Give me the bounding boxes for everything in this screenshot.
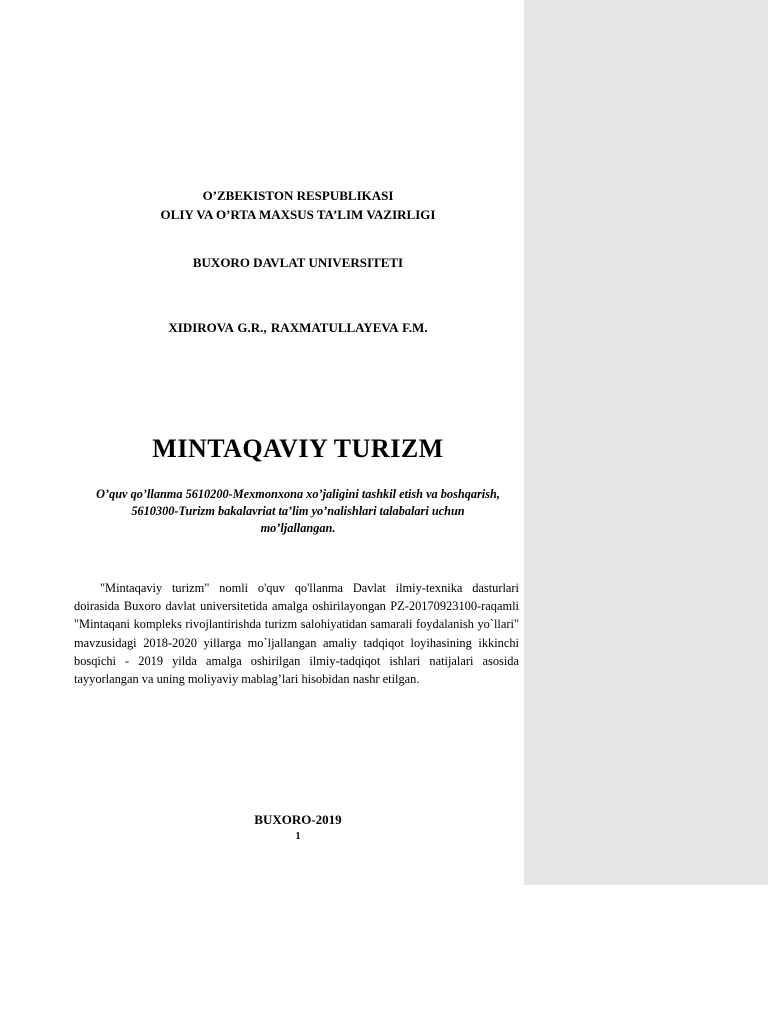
subtitle-line-1: O’quv qo’llanma 5610200-Mexmonxona xo’jaligini tashkil etish va boshqarish, — [96, 487, 500, 501]
subtitle — [60, 486, 536, 537]
page-number: 1 — [295, 831, 301, 842]
ministry-line-2: OLIY VA O’RTA MAXSUS TA’LIM VAZIRLIGI — [160, 207, 436, 222]
ministry-line-1: O’ZBEKISTON RESPUBLIKASI — [202, 188, 394, 203]
authors: XIDIROVA G.R., RAXMATULLAYEVA F.M. — [168, 320, 428, 335]
body-paragraph: "Mintaqaviy turizm" nomli o'quv qo'llanma Davlat ilmiy-texnika dasturlari doirasida Buxoro davlat universitetida amalga oshirilayongan PZ-20170923100-raqamli "Mintaqani kompleks rivojlantirishda turizm salohiyatidan samarali foydalanish yo`llari" mavzusidagi 2018-2020 yillarga mo`ljallangan amaliy tadqiqot loyihasining ikkinchi bosqichi - 2019 yilda amalga oshirilgan ilmiy-tadqiqot ishlari natijalari asosida tayyorlangan va uning moliyaviy mablag’lari hisobidan nashr etilgan. — [74, 581, 519, 687]
subtitle-line-2: 5610300-Turizm bakalavriat ta’lim yo’nalishlari talabalari uchun — [131, 504, 465, 518]
city-year: BUXORO-2019 — [254, 812, 342, 827]
document-title: MINTAQAVIY TURIZM — [152, 434, 444, 463]
subtitle-line-3: mo’ljallangan. — [260, 521, 336, 535]
university-name: BUXORO DAVLAT UNIVERSITETI — [192, 255, 404, 270]
